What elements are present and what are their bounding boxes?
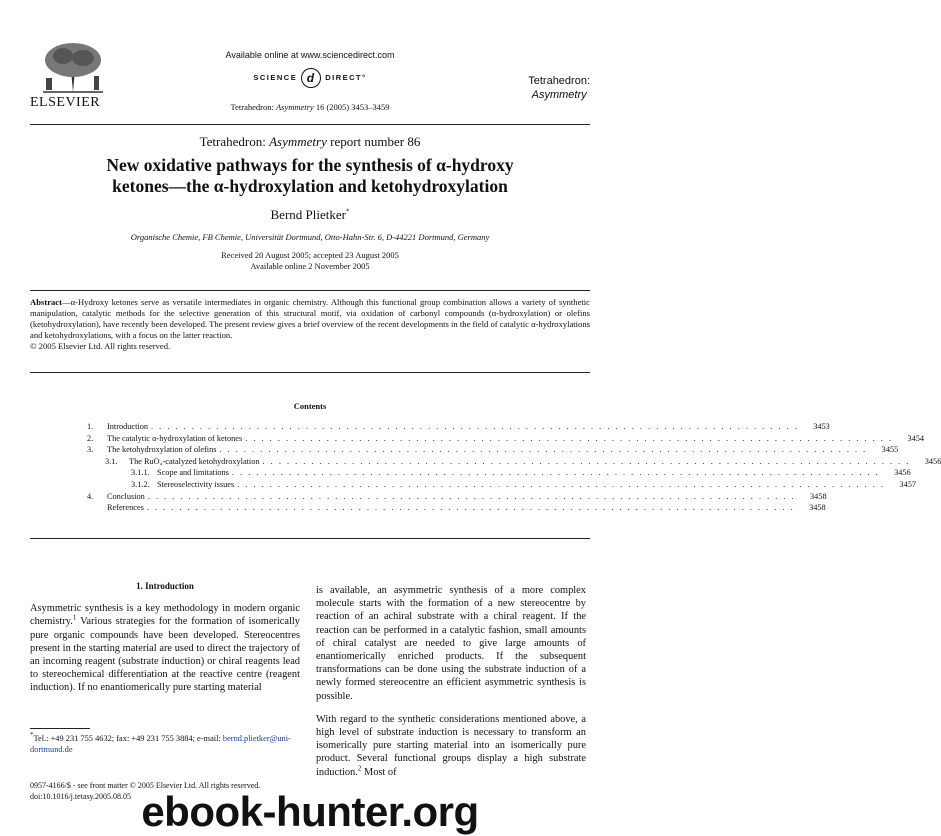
header-rule [30,124,590,125]
toc-label: Stereoselectivity issues [157,479,235,489]
ref-sup: 2 [357,764,362,773]
contents-title: Contents [293,401,327,411]
toc-leader-dots: . . . . . . . . . . . . . . . . . . . . . . . . . . . . . . . . . . . . . . . . . . . . . . . . . . . . . . . . . . . . . . . . . . . . . . . . . . . . . . . . [219,445,868,455]
section-title: 1. Introduction [136,581,194,591]
sd-right: DIRECT° [325,72,367,82]
right-p2: With regard to the synthetic considerations mentioned above, a high level of substrate induction is necessary to transform an isomerically pure starting material into an isomerically pure product. Several functional groups display a high substrate induction. [316,713,586,778]
toc-leader-dots: . . . . . . . . . . . . . . . . . . . . . . . . . . . . . . . . . . . . . . . . . . . . . . . . . . . . . . . . . . . . . . . . . . . . . . . . . . . . . . . . [146,503,795,513]
abstract-copyright: © 2005 Elsevier Ltd. All rights reserved. [30,341,171,352]
report-line [0,134,620,150]
toc-number: 3.1. [105,456,118,466]
paragraph [30,602,300,694]
left-column [30,580,300,705]
journal-name [528,74,590,102]
toc-leader-dots: . . . . . . . . . . . . . . . . . . . . . . . . . . . . . . . . . . . . . . . . . . . . . . . . . . . . . . . . . . . . . . . . . . . . . . . . . . . . . . . . [237,479,886,489]
toc-item[interactable] [87,456,941,469]
toc-label: The RuO₄-catalyzed ketohydroxylation [129,456,260,466]
toc-number: 2. [87,433,94,443]
toc-page: 3455 [881,445,899,455]
journal-line2: Asymmetry [531,89,587,101]
toc-leader-dots: . . . . . . . . . . . . . . . . . . . . . . . . . . . . . . . . . . . . . . . . . . . . . . . . . . . . . . . . . . . . . . . . . . . . . . . . . . . . . . . . [147,491,796,501]
toc-leader-dots: . . . . . . . . . . . . . . . . . . . . . . . . . . . . . . . . . . . . . . . . . . . . . . . . . . . . . . . . . . . . . . . . . . . . . . . . . . . . . . . . [231,468,880,478]
right-p2-rest: Most of [361,766,397,778]
watermark: ebook-hunter.org [141,788,479,835]
footnote-rule [30,728,90,729]
toc-page: 3456 [894,468,911,478]
toc-label: Scope and limitations [157,468,229,478]
affiliation: Organische Chemie, FB Chemie, Universität Dortmund, Otto-Hahn-Str. 6, D-44221 Dortmund, Germany [130,232,490,242]
toc-item[interactable] [87,468,911,480]
dates [0,250,620,272]
ref-sup: 1 [72,613,77,622]
citation-line [0,102,620,112]
toc-number: 3. [87,445,94,455]
toc-label: References [107,503,144,513]
left-p1: Asymmetric synthesis is a key methodology in modern organic chemistry. [30,603,300,628]
journal-line1: Tetrahedron: [528,75,590,87]
email-link[interactable]: bernd.plietker@uni-dortmund.de [30,734,291,754]
abstract-text: —α-Hydroxy ketones serve as versatile intermediates in organic chemistry. Although this functional group combination allows a variety of synthetic manipulation, catalytic methods for the selective generation of this structural motif, via oxidation of carbonyl compounds (α-hydroxylation) or olefins (ketohydroxylation), have recently been developed. The present review gives a brief overview of the recent developments in the field of catalytic α-hydroxylations and ketohydroxylations, with a focus on the latter reaction. [30,297,590,341]
toc-item[interactable] [87,491,827,504]
citation-journal: Asymmetry [275,102,314,112]
toc-label: The catalytic α-hydroxylation of ketones [107,433,243,443]
doi-link[interactable]: doi:10.1016/j.tetasy.2005.08.05 [30,791,132,801]
footnote [30,733,300,755]
abstract-label: Abstract [30,297,62,307]
abstract-top-rule [30,290,590,291]
citation-prefix: Tetrahedron: [230,102,276,112]
toc-page: 3458 [809,503,826,513]
available-date: Available online 2 November 2005 [250,261,370,271]
toc-item[interactable] [87,433,925,446]
report-prefix: Tetrahedron: [199,134,270,149]
toc-label: The ketohydroxylation of olefins [107,445,217,455]
author-mark: * [345,207,350,216]
title-line2: ketones—the α-hydroxylation and ketohydroxylation [112,176,508,196]
toc-page: 3456 [924,456,941,466]
article-title [40,155,580,197]
left-p1-rest: Various strategies for the formation of isomerically pure organic compounds have been developed. Stereocentres present in the starting material are used to direct the trajectory of an incoming reagent (substrate induction) or chiral reagents lead to stereochemical differentiation at the reactive centre (reagent induction). If no enantiomerically pure starting material [30,616,300,694]
toc-label: Introduction [107,422,149,431]
toc-leader-dots: . . . . . . . . . . . . . . . . . . . . . . . . . . . . . . . . . . . . . . . . . . . . . . . . . . . . . . . . . . . . . . . . . . . . . . . . . . . . . . . . [245,433,894,443]
citation-suffix: 16 (2005) 3453–3459 [313,102,390,112]
report-journal: Asymmetry [269,134,327,149]
toc-number: 3.1.2. [131,479,150,489]
available-online-text: Available online at www.sciencedirect.com [225,50,395,60]
sd-left: SCIENCE [253,72,298,82]
toc-item[interactable] [87,503,826,515]
toc-number: 1. [87,422,94,431]
received-date: Received 20 August 2005; accepted 23 August 2005 [221,250,399,260]
toc-number: 4. [87,491,94,501]
toc-item[interactable] [87,422,830,434]
toc-item[interactable] [87,479,917,492]
toc-leader-dots: . . . . . . . . . . . . . . . . . . . . . . . . . . . . . . . . . . . . . . . . . . . . . . . . . . . . . . . . . . . . . . . . . . . . . . . . . . . . . . . . [151,422,799,431]
publisher-name: ELSEVIER [30,95,101,110]
toc-page: 3457 [899,479,917,489]
author [0,207,620,223]
report-suffix: report number 86 [326,134,421,149]
contents-bottom-rule [30,538,590,539]
toc-leader-dots: . . . . . . . . . . . . . . . . . . . . . . . . . . . . . . . . . . . . . . . . . . . . . . . . . . . . . . . . . . . . . . . . . . . . . . . . . . . . . . . . [262,456,911,466]
abstract [30,297,590,352]
footnote-mark: * [30,731,34,740]
paragraph: is available, an asymmetric synthesis of a more complex molecule starts with the formation of a new stereocentre by reaction of an achiral substrate with a chiral reagent. If the reaction can be performed in a catalytic fashion, small amounts of chiral catalyst are needed to give large amounts of enantiomerically enriched products. If the subsequent transformations can be done using the substrate induction of a newly formed stereocentre an efficient asymmetric synthesis is possible. [316,585,586,702]
toc-page: 3458 [810,491,827,501]
toc-page: 3454 [907,433,925,443]
sciencedirect-logo [0,68,620,88]
paragraph [316,713,586,779]
toc-item[interactable] [87,445,899,457]
issn-line: 0957-4166/$ - see front matter © 2005 Elsevier Ltd. All rights reserved. [30,781,261,790]
sd-d-icon: d [301,68,321,88]
right-column [316,584,586,789]
toc-label: Conclusion [107,491,145,501]
author-name: Bernd Plietker [270,207,346,222]
abstract-bottom-rule [30,372,590,373]
footnote-text: Tel.: +49 231 755 4632; fax: +49 231 755 3884; e-mail: [33,734,223,743]
table-of-contents [87,422,941,515]
title-line1: New oxidative pathways for the synthesis of α-hydroxy [106,155,514,175]
toc-number: 3.1.1. [131,468,150,478]
toc-page: 3453 [813,422,830,431]
